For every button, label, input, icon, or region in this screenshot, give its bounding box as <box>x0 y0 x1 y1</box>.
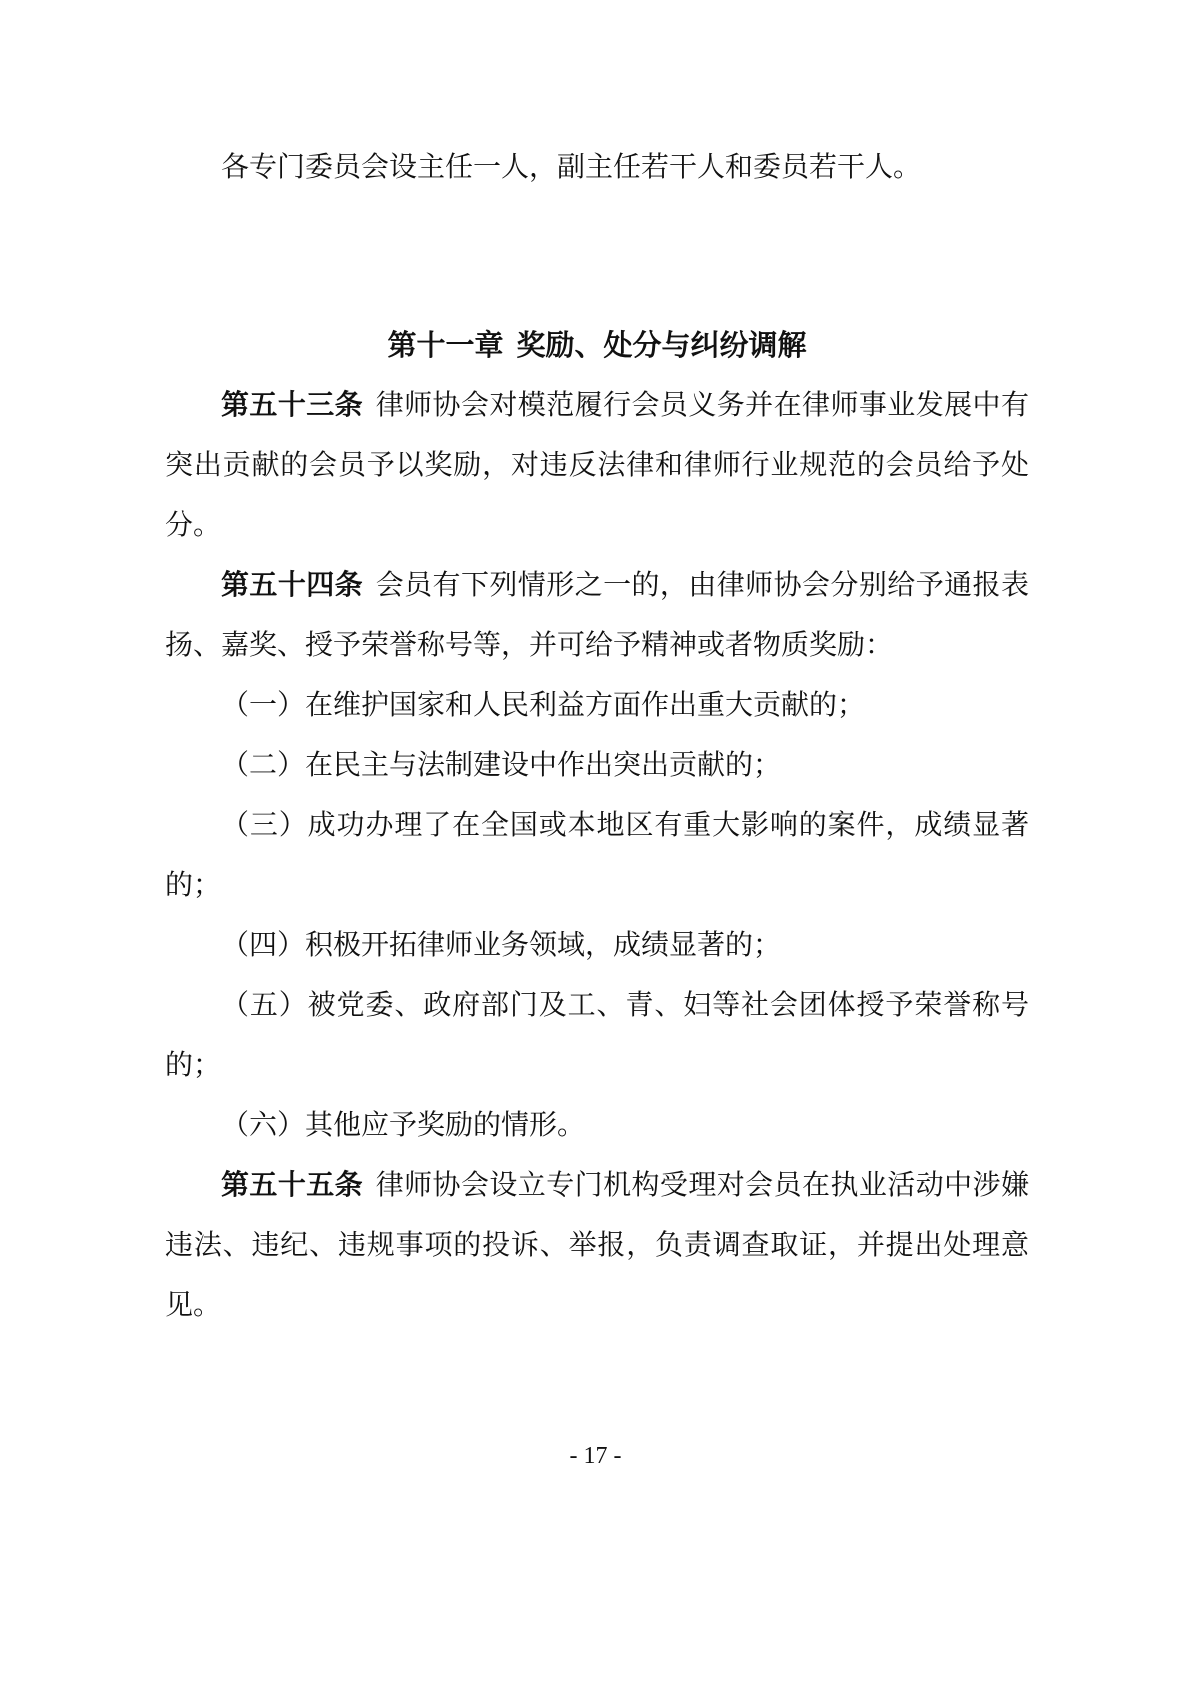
award-item-5: （五）被党委、政府部门及工、青、妇等社会团体授予荣誉称号的； <box>165 990 1029 1081</box>
award-item-3: （三）成功办理了在全国或本地区有重大影响的案件，成绩显著的； <box>165 810 1029 901</box>
article-54-body: 会员有下列情形之一的，由律师协会分别给予通报表扬、嘉奖、授予荣誉称号等，并可给予精神或者物质奖励： <box>165 570 1029 661</box>
award-item-4: （四）积极开拓律师业务领域，成绩显著的； <box>221 930 782 961</box>
article-53-number: 第五十三条 <box>221 390 364 421</box>
award-item-1: （一）在维护国家和人民利益方面作出重大贡献的； <box>221 690 866 721</box>
chapter-number: 第十一章 <box>387 330 504 362</box>
chapter-heading <box>165 316 1029 376</box>
page-number: - 17 - <box>569 1443 622 1469</box>
article-54-paragraph <box>165 556 1029 676</box>
chapter-title: 奖励、处分与纠纷调解 <box>516 330 807 362</box>
article-53-body: 律师协会对模范履行会员义务并在律师事业发展中有突出贡献的会员予以奖励，对违反法律和律师行业规范的会员给予处分。 <box>165 390 1029 541</box>
award-item-6: （六）其他应予奖励的情形。 <box>221 1110 586 1141</box>
document-content <box>165 138 1029 1336</box>
intro-paragraph: 各专门委员会设主任一人，副主任若干人和委员若干人。 <box>221 152 922 183</box>
award-item-2: （二）在民主与法制建设中作出突出贡献的； <box>221 750 782 781</box>
article-53-paragraph <box>165 376 1029 556</box>
article-55-paragraph <box>165 1156 1029 1336</box>
article-54-number: 第五十四条 <box>221 570 364 601</box>
article-55-body: 律师协会设立专门机构受理对会员在执业活动中涉嫌违法、违纪、违规事项的投诉、举报，负责调查取证，并提出处理意见。 <box>165 1170 1029 1321</box>
article-55-number: 第五十五条 <box>221 1170 364 1201</box>
